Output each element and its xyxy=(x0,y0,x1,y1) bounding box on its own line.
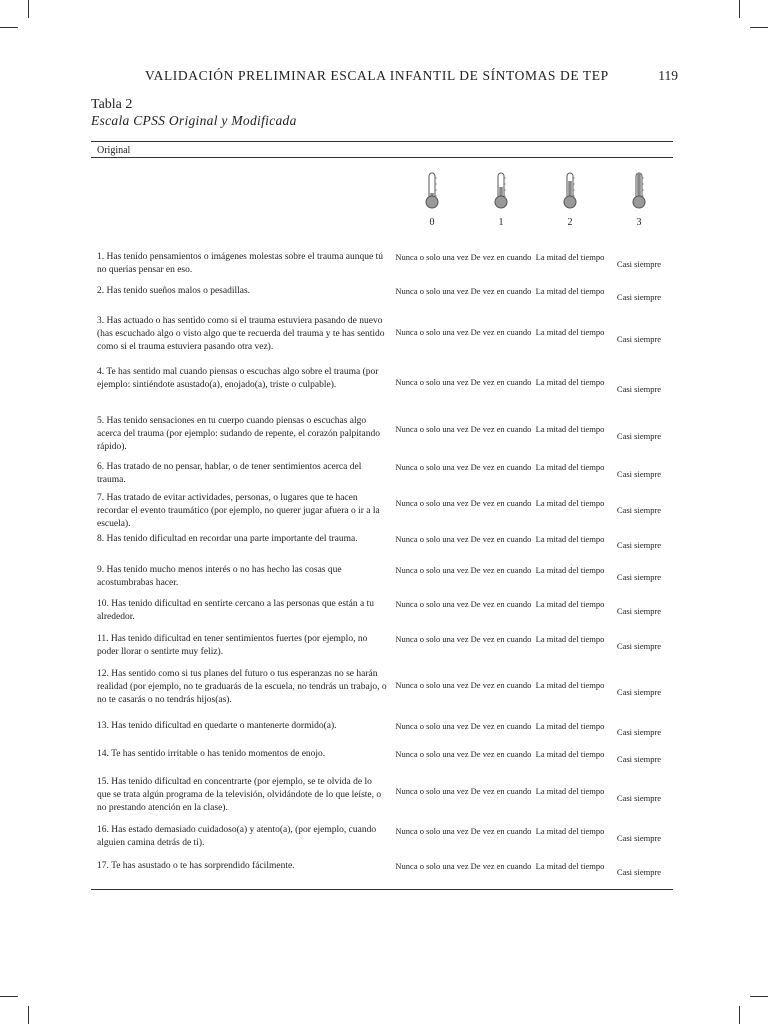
response-option: Casi siempre xyxy=(616,383,662,394)
table-row xyxy=(97,492,673,530)
response-option: De vez en cuando xyxy=(470,786,532,796)
crop-mark xyxy=(750,996,768,997)
response-option: La mitad del tiempo xyxy=(535,565,605,575)
response-option: Casi siempre xyxy=(616,430,662,441)
response-option: Nunca o solo una vez xyxy=(395,565,469,575)
crop-mark xyxy=(28,0,29,18)
table-row xyxy=(97,776,673,822)
response-option: Nunca o solo una vez xyxy=(395,749,469,759)
crop-mark xyxy=(739,0,740,18)
table-row xyxy=(97,366,673,414)
response-option: De vez en cuando xyxy=(470,286,532,296)
response-option: La mitad del tiempo xyxy=(535,599,605,609)
thermometer-icon xyxy=(424,172,450,210)
section-label: Original xyxy=(97,145,131,156)
response-option: Nunca o solo una vez xyxy=(395,786,469,796)
response-option: Casi siempre xyxy=(616,792,662,803)
item-text: 17. Te has asustado o te has sorprendido fácilmente. xyxy=(97,861,295,871)
item-text: 4. Te has sentido mal cuando piensas o escuchas algo sobre el trauma (por ejemplo: sintiéndote asustado(a), enojado(a), triste o culpable). xyxy=(97,367,379,390)
response-option: Nunca o solo una vez xyxy=(395,826,469,836)
scale-value: 1 xyxy=(498,217,504,228)
table-caption: Escala CPSS Original y Modificada xyxy=(91,113,297,128)
table-row xyxy=(97,598,673,626)
response-option: De vez en cuando xyxy=(470,424,532,434)
response-option: La mitad del tiempo xyxy=(535,462,605,472)
response-option: Nunca o solo una vez xyxy=(395,861,469,871)
item-text: 15. Has tenido dificultad en concentrarte (por ejemplo, se te olvida de lo que se trata algún programa de la televisión, olvidándote de lo que leíste, o no prestando atención en la clase). xyxy=(97,777,382,813)
table-row xyxy=(97,415,673,459)
table-row xyxy=(97,564,673,592)
table-row xyxy=(97,315,673,365)
crop-mark xyxy=(28,1006,29,1024)
response-option: De vez en cuando xyxy=(470,826,532,836)
table-row xyxy=(97,668,673,718)
table-row xyxy=(97,824,673,854)
response-option: La mitad del tiempo xyxy=(535,377,605,387)
response-option: De vez en cuando xyxy=(470,534,532,544)
response-option: De vez en cuando xyxy=(470,861,532,871)
response-option: Casi siempre xyxy=(616,291,662,302)
response-option: De vez en cuando xyxy=(470,252,532,262)
table-row xyxy=(97,860,673,886)
crop-mark xyxy=(0,27,18,28)
response-option: Nunca o solo una vez xyxy=(395,634,469,644)
response-option: La mitad del tiempo xyxy=(535,498,605,508)
thermometer-icon xyxy=(562,172,588,210)
item-text: 11. Has tenido dificultad en tener sentimientos fuertes (por ejemplo, no poder llorar o sentirte muy feliz). xyxy=(97,634,368,657)
response-option: La mitad del tiempo xyxy=(535,680,605,690)
item-text: 1. Has tenido pensamientos o imágenes molestas sobre el trauma aunque tú no querías pensar en eso. xyxy=(97,252,383,275)
table-row xyxy=(97,251,673,279)
response-option: Casi siempre xyxy=(616,333,662,344)
top-rule xyxy=(91,141,673,142)
response-option: Nunca o solo una vez xyxy=(395,599,469,609)
section-rule xyxy=(91,157,673,158)
response-option: Nunca o solo una vez xyxy=(395,327,469,337)
response-option: Nunca o solo una vez xyxy=(395,252,469,262)
response-option: Casi siempre xyxy=(616,753,662,764)
item-text: 13. Has tenido dificultad en quedarte o mantenerte dormido(a). xyxy=(97,721,337,731)
crop-mark xyxy=(739,1006,740,1024)
response-option: Nunca o solo una vez xyxy=(395,377,469,387)
item-text: 10. Has tenido dificultad en sentirte cercano a las personas que están a tu alrededor. xyxy=(97,599,374,622)
response-option: Casi siempre xyxy=(616,726,662,737)
response-option: De vez en cuando xyxy=(470,599,532,609)
response-option: Casi siempre xyxy=(616,504,662,515)
thermometer-icon xyxy=(493,172,519,210)
scale-value: 3 xyxy=(636,217,642,228)
response-option: La mitad del tiempo xyxy=(535,252,605,262)
item-text: 5. Has tenido sensaciones en tu cuerpo cuando piensas o escuchas algo acerca del trauma (por ejemplo: sudando de repente, el corazón palpitando rápido). xyxy=(97,416,381,452)
table-row xyxy=(97,285,673,311)
response-option: Casi siempre xyxy=(616,640,662,651)
running-title: VALIDACIÓN PRELIMINAR ESCALA INFANTIL DE SÍNTOMAS DE TEP xyxy=(145,68,609,83)
crop-mark xyxy=(750,27,768,28)
scale-value: 0 xyxy=(429,217,435,228)
response-option: La mitad del tiempo xyxy=(535,634,605,644)
response-option: Casi siempre xyxy=(616,605,662,616)
response-option: La mitad del tiempo xyxy=(535,749,605,759)
item-text: 2. Has tenido sueños malos o pesadillas. xyxy=(97,286,251,296)
response-option: De vez en cuando xyxy=(470,634,532,644)
response-option: De vez en cuando xyxy=(470,327,532,337)
response-option: Casi siempre xyxy=(616,866,662,877)
response-option: De vez en cuando xyxy=(470,749,532,759)
response-option: La mitad del tiempo xyxy=(535,786,605,796)
response-option: De vez en cuando xyxy=(470,498,532,508)
response-option: Nunca o solo una vez xyxy=(395,498,469,508)
response-option: Casi siempre xyxy=(616,571,662,582)
table-row xyxy=(97,633,673,661)
response-option: De vez en cuando xyxy=(470,462,532,472)
response-option: Nunca o solo una vez xyxy=(395,680,469,690)
response-option: Casi siempre xyxy=(616,686,662,697)
response-option: De vez en cuando xyxy=(470,377,532,387)
response-option: La mitad del tiempo xyxy=(535,286,605,296)
response-option: Casi siempre xyxy=(616,832,662,843)
bottom-rule xyxy=(91,889,673,890)
response-option: La mitad del tiempo xyxy=(535,327,605,337)
response-option: Nunca o solo una vez xyxy=(395,462,469,472)
table-row xyxy=(97,748,673,772)
table-row xyxy=(97,533,673,559)
response-option: La mitad del tiempo xyxy=(535,721,605,731)
response-option: De vez en cuando xyxy=(470,680,532,690)
response-option: De vez en cuando xyxy=(470,721,532,731)
response-option: Nunca o solo una vez xyxy=(395,534,469,544)
item-text: 7. Has tratado de evitar actividades, personas, o lugares que te hacen recordar el evento traumático (por ejemplo, no querer jugar afuera o ir a la escuela). xyxy=(97,493,380,529)
response-option: Casi siempre xyxy=(616,539,662,550)
response-option: De vez en cuando xyxy=(470,565,532,575)
item-text: 12. Has sentido como si tus planes del futuro o tus esperanzas no se harán realidad (por ejemplo, no te graduarás de la escuela, no tendrás un trabajo, o no te casarás o no tendrás hijos(as). xyxy=(97,669,387,705)
item-text: 3. Has actuado o has sentido como si el trauma estuviera pasando de nuevo (has escuchado algo o visto algo que te recuerda del trauma y te has sentido como si el trauma estuviera pasando otra vez). xyxy=(97,316,385,352)
item-text: 8. Has tenido dificultad en recordar una parte importante del trauma. xyxy=(97,534,358,544)
page-number: 119 xyxy=(658,68,678,83)
response-option: La mitad del tiempo xyxy=(535,534,605,544)
response-option: Nunca o solo una vez xyxy=(395,424,469,434)
running-header xyxy=(145,68,678,88)
response-option: La mitad del tiempo xyxy=(535,861,605,871)
item-text: 16. Has estado demasiado cuidadoso(a) y atento(a), (por ejemplo, cuando alguien camina detrás de ti). xyxy=(97,825,377,848)
item-text: 14. Te has sentido irritable o has tenido momentos de enojo. xyxy=(97,749,326,759)
crop-mark xyxy=(0,996,18,997)
thermometer-icon xyxy=(631,172,657,210)
response-option: Casi siempre xyxy=(616,468,662,479)
table-row xyxy=(97,720,673,746)
response-option: Casi siempre xyxy=(616,258,662,269)
table-row xyxy=(97,461,673,489)
response-option: Nunca o solo una vez xyxy=(395,721,469,731)
item-text: 9. Has tenido mucho menos interés o no has hecho las cosas que acostumbrabas hacer. xyxy=(97,565,342,588)
scale-value: 2 xyxy=(567,217,573,228)
response-option: La mitad del tiempo xyxy=(535,826,605,836)
item-text: 6. Has tratado de no pensar, hablar, o de tener sentimientos acerca del trauma. xyxy=(97,462,362,485)
table-label: Tabla 2 xyxy=(91,97,133,112)
response-option: Nunca o solo una vez xyxy=(395,286,469,296)
response-option: La mitad del tiempo xyxy=(535,424,605,434)
